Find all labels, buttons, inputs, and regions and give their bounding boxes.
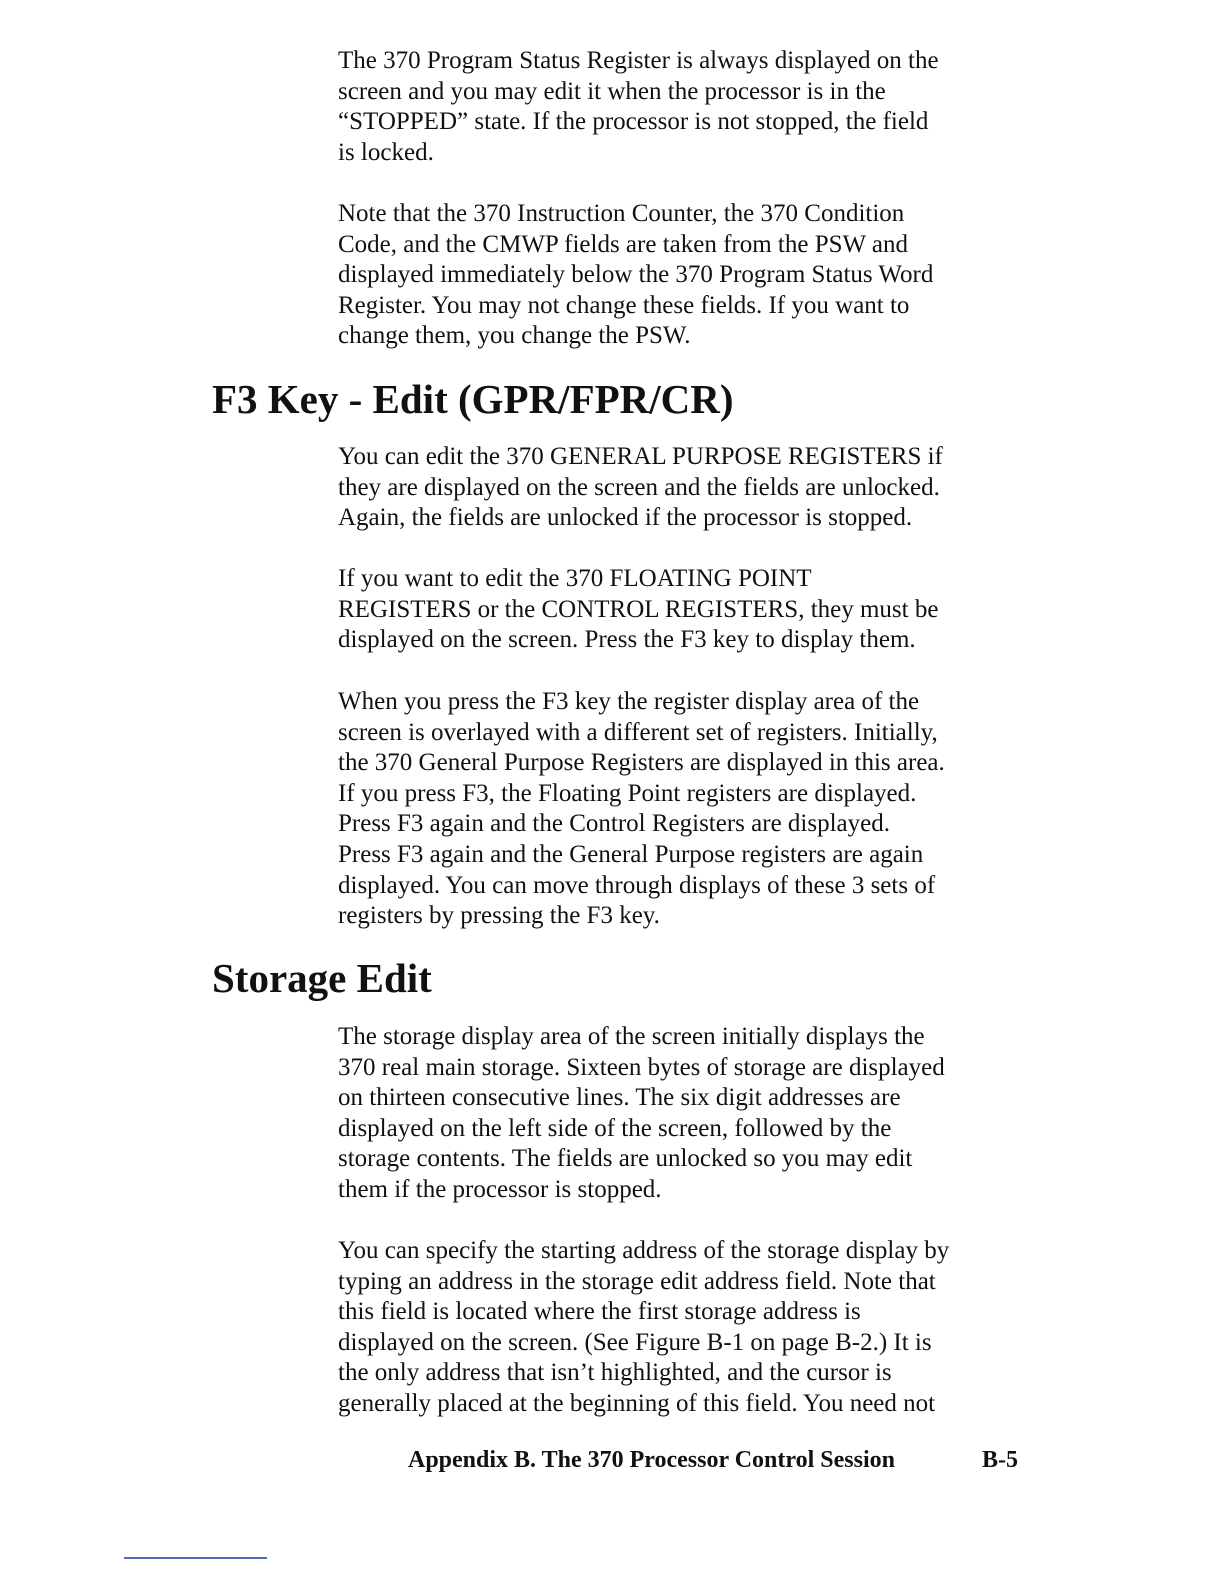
paragraph-f3-cycle (338, 687, 1038, 932)
text-line: displayed on the screen. Press the F3 key to display them. (338, 626, 916, 654)
text-line: displayed on the screen. (See Figure B-1 on page B-2.) It is (338, 1328, 932, 1356)
text-line: The 370 Program Status Register is always displayed on the (338, 47, 939, 74)
text-line: You can specify the starting address of the storage display by (338, 1237, 950, 1264)
text-line: is locked. (338, 138, 434, 166)
text-line: Press F3 again and the Control Registers are displayed. (338, 810, 890, 838)
paragraph-fpr-cr-edit (338, 564, 1038, 656)
text-line: displayed immediately below the 370 Program Status Word (338, 261, 934, 289)
text-line: typing an address in the storage edit address field. Note that (338, 1267, 936, 1295)
paragraph-psr-edit (338, 46, 1038, 168)
footer-rule (124, 1557, 267, 1559)
footer-title: Appendix B. The 370 Processor Control Session (408, 1447, 895, 1473)
paragraph-psw-fields (338, 199, 1038, 352)
text-line: When you press the F3 key the register display area of the (338, 688, 920, 715)
text-line: change them, you change the PSW. (338, 322, 691, 350)
text-line: the 370 General Purpose Registers are displayed in this area. (338, 749, 945, 777)
section-heading-storage-edit: Storage Edit (212, 955, 432, 1001)
text-line: they are displayed on the screen and the fields are unlocked. (338, 473, 940, 501)
text-line: Again, the fields are unlocked if the processor is stopped. (338, 504, 913, 532)
text-line: The storage display area of the screen initially displays the (338, 1023, 925, 1050)
text-line: screen is overlayed with a different set of registers. Initially, (338, 718, 938, 746)
text-line: If you press F3, the Floating Point registers are displayed. (338, 779, 917, 807)
text-line: registers by pressing the F3 key. (338, 902, 660, 930)
text-line: on thirteen consecutive lines. The six digit addresses are (338, 1084, 901, 1112)
text-line: generally placed at the beginning of this field. You need not (338, 1389, 936, 1417)
text-line: storage contents. The fields are unlocked so you may edit (338, 1145, 913, 1173)
text-line: this field is located where the first storage address is (338, 1298, 861, 1326)
text-line: the only address that isn’t highlighted, and the cursor is (338, 1359, 892, 1387)
section-heading-f3-key: F3 Key - Edit (GPR/FPR/CR) (212, 376, 734, 422)
text-line: If you want to edit the 370 FLOATING POINT (338, 565, 812, 592)
text-line: displayed. You can move through displays of these 3 sets of (338, 871, 936, 899)
text-line: “STOPPED” state. If the processor is not stopped, the field (338, 108, 929, 136)
text-line: them if the processor is stopped. (338, 1175, 662, 1203)
text-line: 370 real main storage. Sixteen bytes of storage are displayed (338, 1053, 945, 1081)
paragraph-storage-address (338, 1236, 1038, 1420)
text-line: Register. You may not change these fields. If you want to (338, 291, 910, 319)
paragraph-storage-display (338, 1022, 1038, 1206)
text-line: You can edit the 370 GENERAL PURPOSE REGISTERS if (338, 443, 943, 470)
text-line: screen and you may edit it when the processor is in the (338, 77, 886, 105)
text-line: Press F3 again and the General Purpose registers are again (338, 840, 924, 868)
text-line: Note that the 370 Instruction Counter, the 370 Condition (338, 200, 905, 227)
paragraph-gpr-edit (338, 442, 1038, 534)
page-number: B-5 (982, 1447, 1018, 1473)
text-line: REGISTERS or the CONTROL REGISTERS, they must be (338, 595, 939, 623)
text-line: Code, and the CMWP fields are taken from the PSW and (338, 230, 909, 258)
text-line: displayed on the left side of the screen, followed by the (338, 1114, 892, 1142)
